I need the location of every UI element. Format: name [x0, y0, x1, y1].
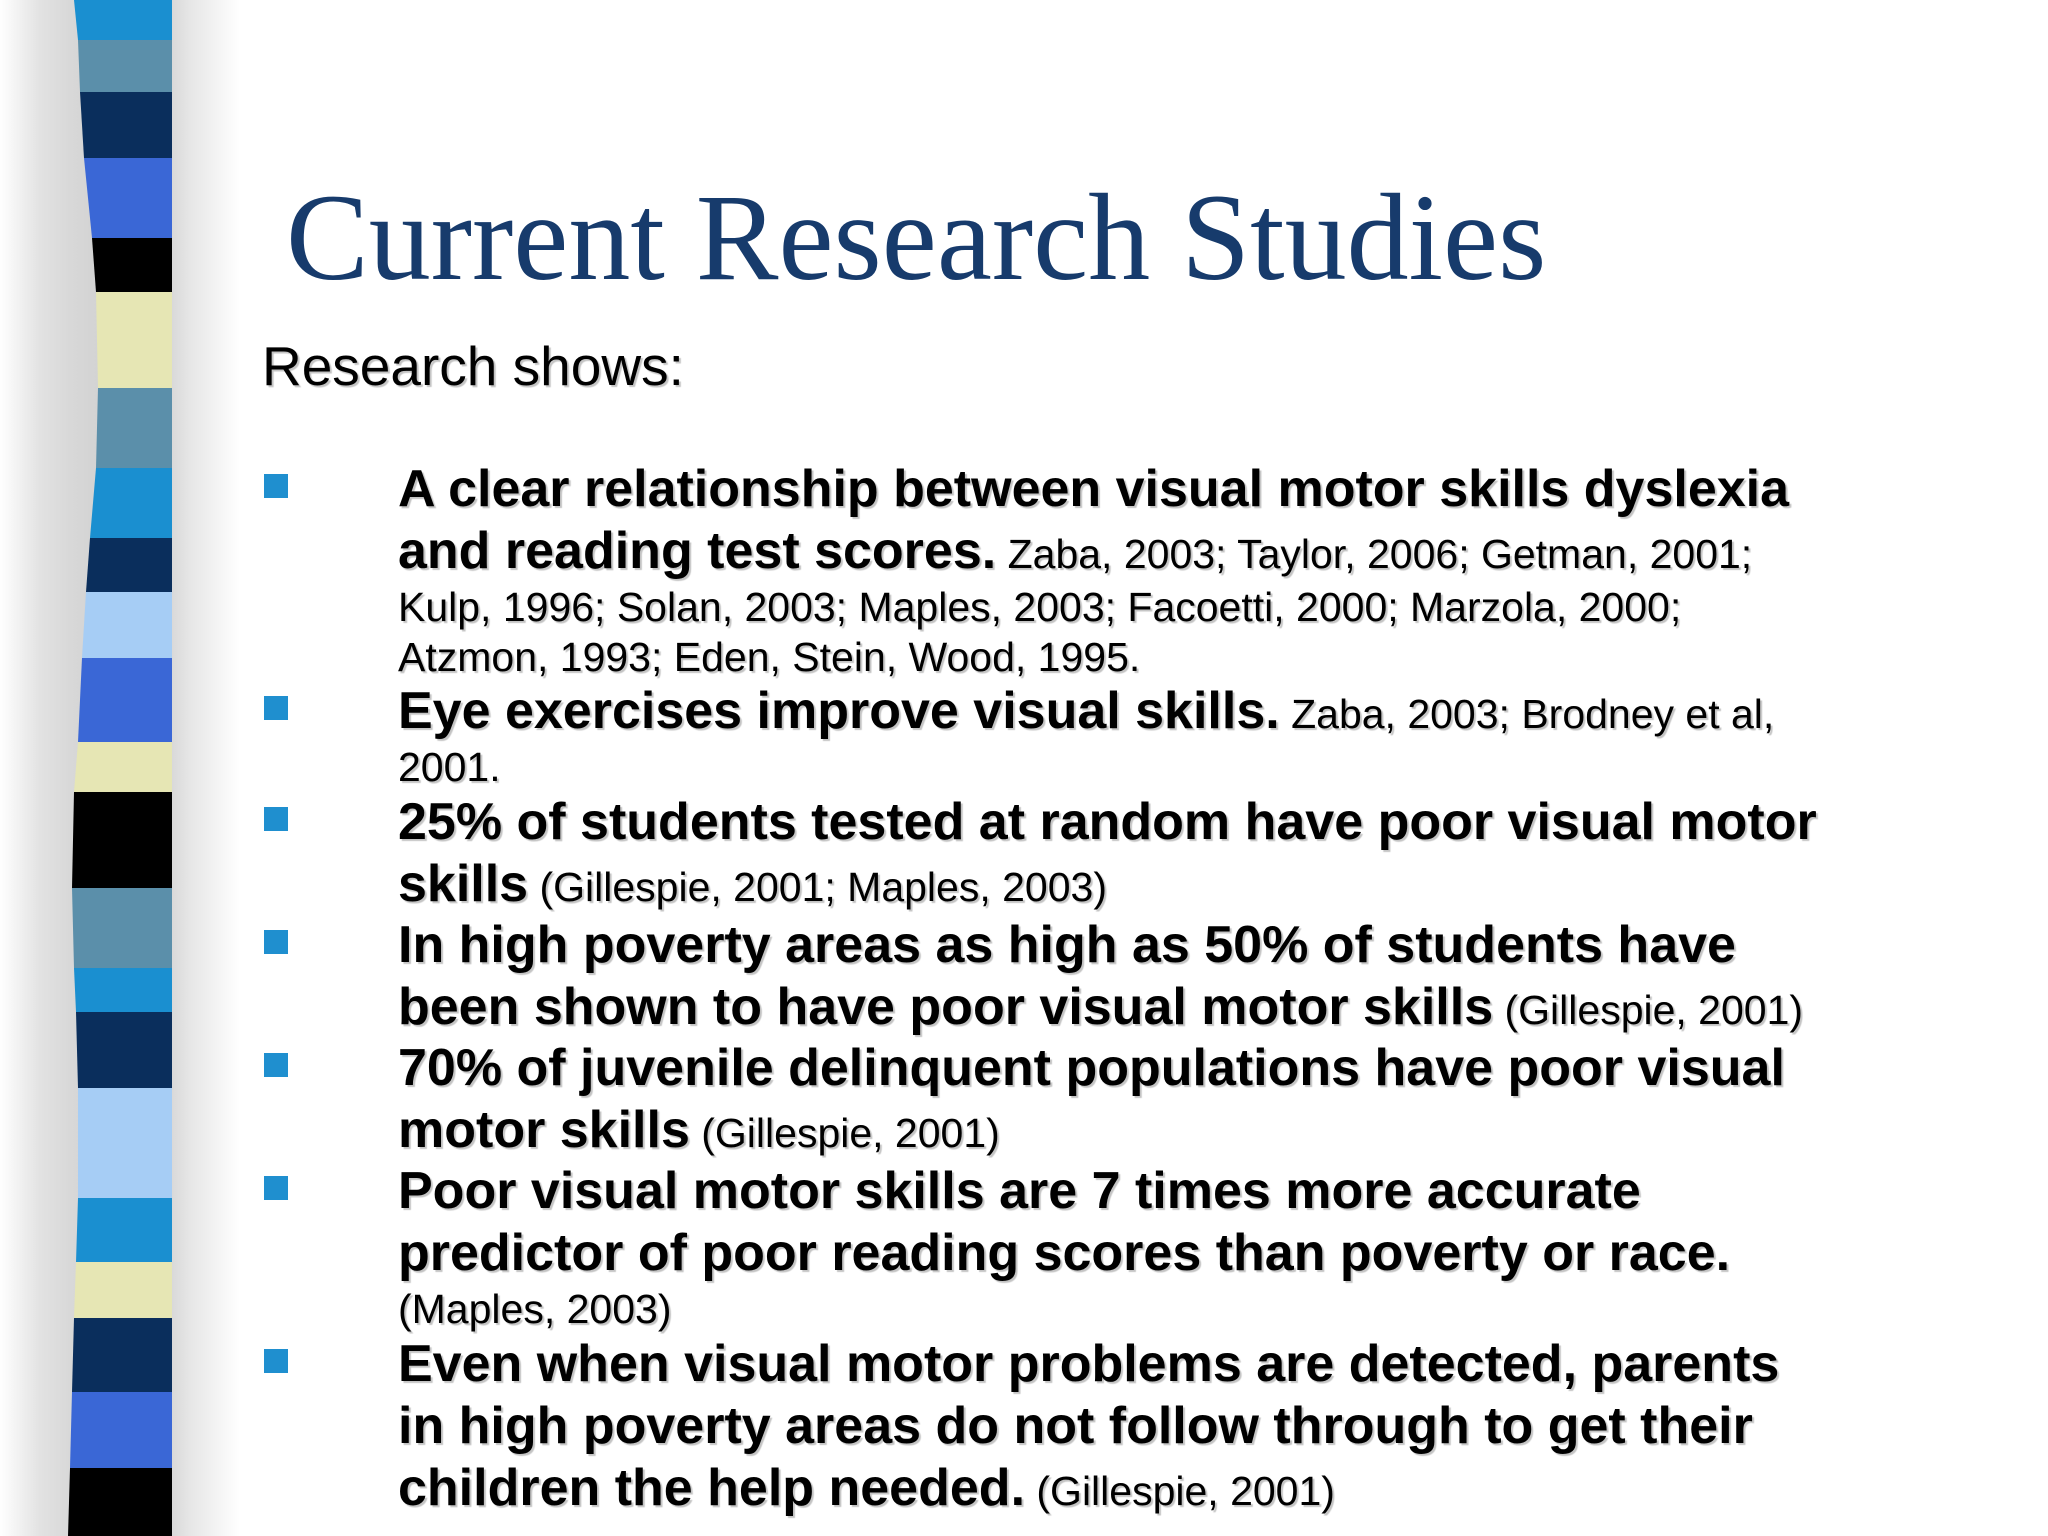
bullet-text	[398, 680, 1998, 792]
bullet-text	[398, 1160, 1998, 1334]
bullet-text	[398, 914, 1998, 1038]
citation: 2001.	[398, 744, 501, 790]
finding-text: and reading test scores	[398, 522, 982, 580]
finding-text: Even when visual motor problems are detected, parents	[398, 1335, 1780, 1393]
square-bullet-icon	[264, 474, 288, 498]
bullet-text	[398, 1333, 1998, 1519]
citation: (Gillespie, 2001)	[1493, 987, 1804, 1033]
finding-text: Eye exercises improve visual skills.	[398, 682, 1280, 740]
bullet-text	[398, 458, 1998, 682]
finding-text: In high poverty areas as high as 50% of students have	[398, 916, 1736, 974]
finding-text: predictor of poor reading scores than poverty or race.	[398, 1224, 1731, 1282]
slide-title: Current Research Studies	[286, 169, 1547, 306]
citation: (Gillespie, 2001)	[1025, 1468, 1335, 1514]
finding-text: A clear relationship between visual motor skills dyslexia	[398, 460, 1790, 518]
citation: (Maples, 2003)	[398, 1286, 672, 1332]
citation: Zaba, 2003; Taylor, 2006; Getman, 2001;	[996, 531, 1753, 577]
finding-text: children the help needed	[398, 1459, 1011, 1517]
intro-text: Research shows:	[262, 335, 684, 397]
citation: (Gillespie, 2001; Maples, 2003)	[528, 864, 1107, 910]
bullet-text	[398, 1037, 1998, 1161]
finding-text: been shown to have poor visual motor skills	[398, 978, 1494, 1036]
citation: Kulp, 1996; Solan, 2003; Maples, 2003; Facoetti, 2000; Marzola, 2000;	[398, 584, 1682, 630]
citation: (Gillespie, 2001)	[689, 1110, 1000, 1156]
square-bullet-icon	[264, 696, 288, 720]
finding-text: skills	[398, 855, 529, 913]
finding-period: .	[981, 522, 997, 580]
finding-text: Poor visual motor skills are 7 times more accurate	[398, 1162, 1641, 1220]
finding-text: motor skills	[398, 1101, 690, 1159]
citation: Zaba, 2003; Brodney et al,	[1279, 691, 1775, 737]
citation: Atzmon, 1993; Eden, Stein, Wood, 1995.	[398, 634, 1141, 680]
square-bullet-icon	[264, 807, 288, 831]
square-bullet-icon	[264, 1349, 288, 1373]
square-bullet-icon	[264, 930, 288, 954]
square-bullet-icon	[264, 1176, 288, 1200]
bullet-text	[398, 791, 1998, 915]
finding-text: 70% of juvenile delinquent populations have poor visual	[398, 1039, 1785, 1097]
finding-text: in high poverty areas do not follow through to get their	[398, 1397, 1753, 1455]
finding-period: .	[1010, 1459, 1026, 1517]
square-bullet-icon	[264, 1053, 288, 1077]
finding-text: 25% of students tested at random have poor visual motor	[398, 793, 1817, 851]
